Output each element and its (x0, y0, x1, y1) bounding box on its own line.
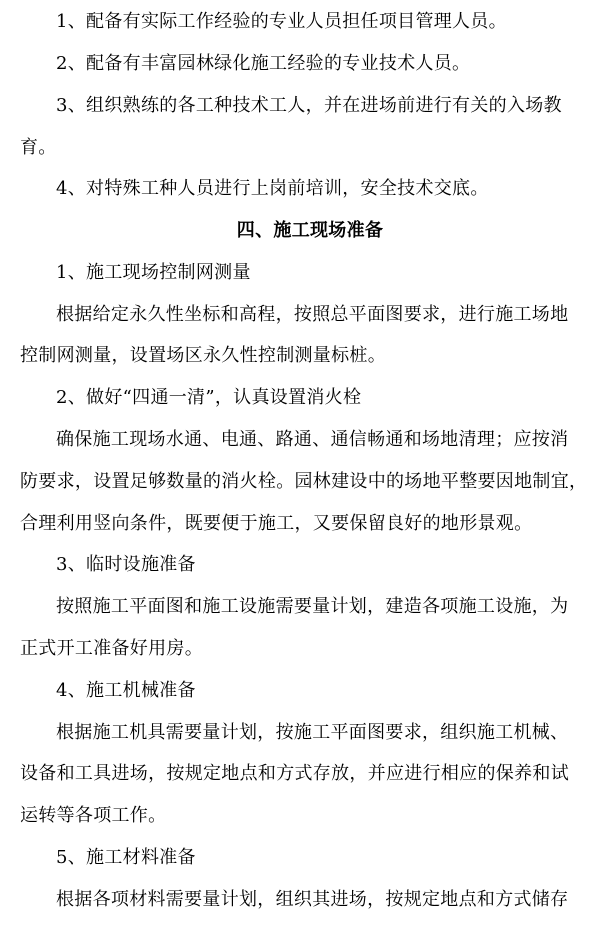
section-heading: 四、施工现场准备 (236, 220, 384, 241)
list-item-staff-1: 1、配备有实际工作经验的专业人员担任项目管理人员。 (56, 11, 507, 32)
subheading-control-network: 1、施工现场控制网测量 (56, 262, 251, 283)
list-item-staff-4: 4、对特殊工种人员进行上岗前培训，安全技术交底。 (56, 178, 489, 199)
paragraph-machinery-line-1: 根据施工机具需要量计划，按施工平面图要求，组织施工机械、 (56, 722, 569, 743)
list-item-staff-3: 3、组织熟练的各工种技术工人，并在进场前进行有关的入场教 (56, 95, 562, 116)
list-item-staff-2: 2、配备有丰富园林绿化施工经验的专业技术人员。 (56, 53, 471, 74)
paragraph-machinery-line-2: 设备和工具进场，按规定地点和方式存放，并应进行相应的保养和试 (20, 763, 569, 784)
subheading-temporary-facilities: 3、临时设施准备 (56, 554, 196, 575)
subheading-materials: 5、施工材料准备 (56, 847, 196, 868)
subheading-four-connections: 2、做好“四通一清”，认真设置消火栓 (56, 387, 362, 408)
paragraph-temporary-facilities-line-2: 正式开工准备好用房。 (20, 638, 203, 659)
paragraph-materials-line-1: 根据各项材料需要量计划，组织其进场，按规定地点和方式储存 (56, 889, 569, 910)
paragraph-machinery-line-3: 运转等各项工作。 (20, 805, 167, 826)
paragraph-control-network-line-1: 根据给定永久性坐标和高程，按照总平面图要求，进行施工场地 (56, 304, 569, 325)
list-item-staff-3-continued: 育。 (20, 137, 57, 158)
paragraph-four-connections-line-2: 防要求，设置足够数量的消火栓。园林建设中的场地平整要因地制宜， (20, 471, 588, 492)
paragraph-temporary-facilities-line-1: 按照施工平面图和施工设施需要量计划，建造各项施工设施，为 (56, 596, 569, 617)
paragraph-four-connections-line-1: 确保施工现场水通、电通、路通、通信畅通和场地清理；应按消 (56, 429, 569, 450)
paragraph-four-connections-line-3: 合理利用竖向条件，既要便于施工，又要保留良好的地形景观。 (20, 513, 533, 534)
paragraph-control-network-line-2: 控制网测量，设置场区永久性控制测量标桩。 (20, 345, 386, 366)
subheading-machinery: 4、施工机械准备 (56, 680, 196, 701)
